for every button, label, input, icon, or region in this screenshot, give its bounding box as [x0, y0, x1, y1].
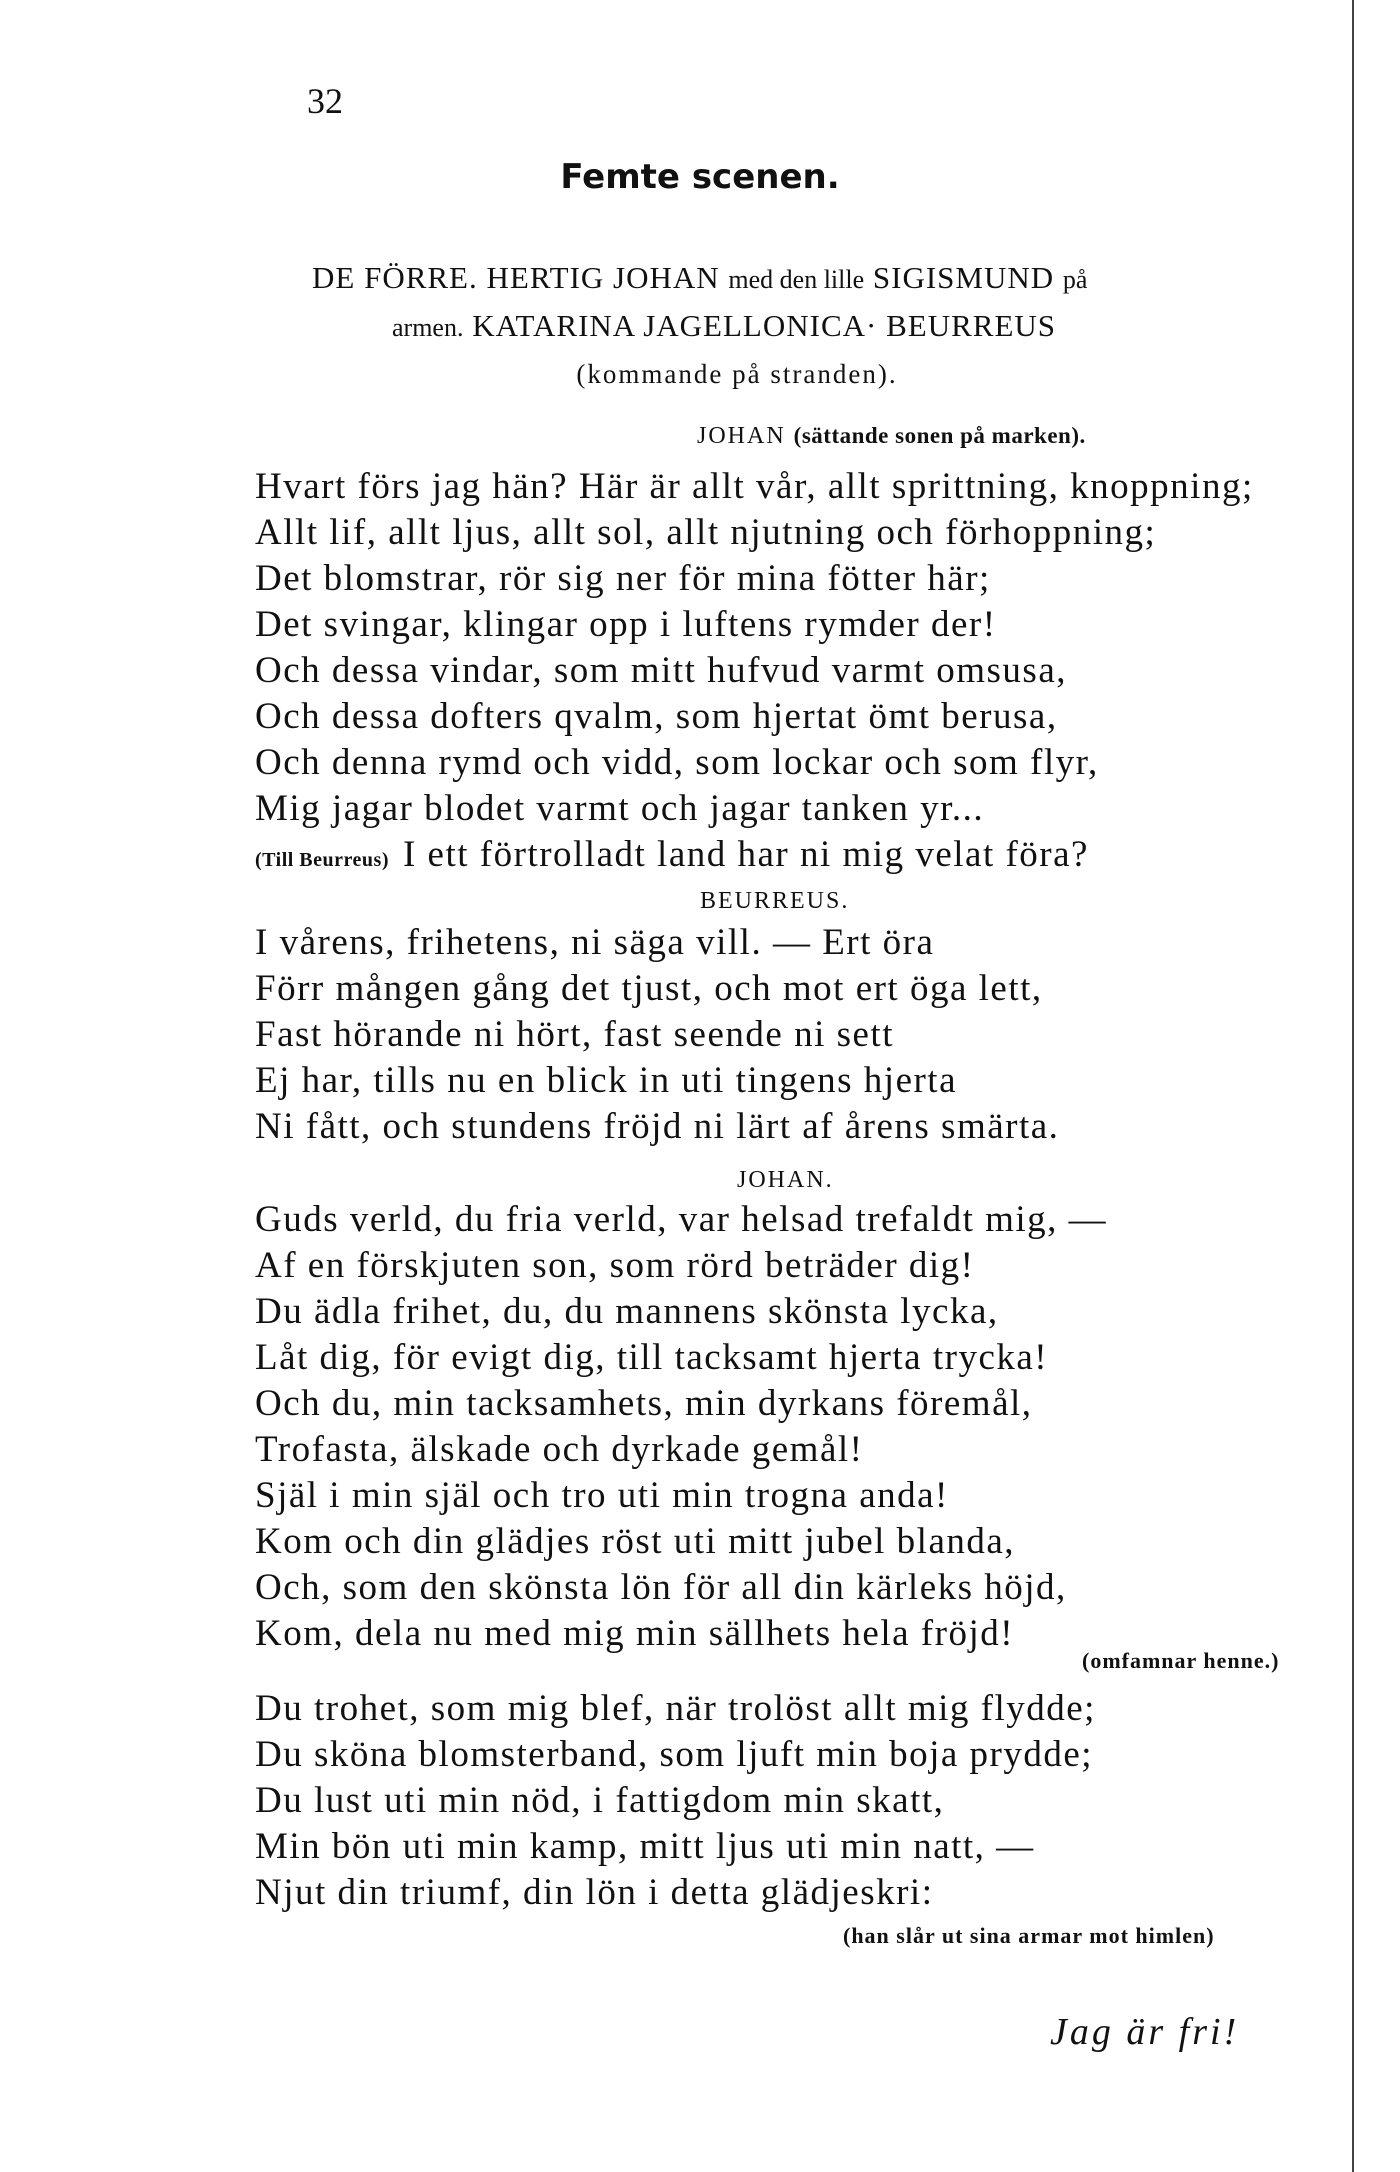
verse-line: Fast hörande ni hört, fast seende ni sett: [255, 1014, 894, 1055]
speaker-name: JOHAN.: [737, 1167, 834, 1193]
verse-line: Och, som den skönsta lön för all din kärleks höjd,: [255, 1567, 1067, 1608]
verse-line: Allt lif, allt ljus, allt sol, allt njutning och förhoppning;: [255, 512, 1157, 553]
verse-line: Själ i min själ och tro uti min trogna anda!: [255, 1475, 949, 1516]
verse-line: Af en förskjuten son, som rörd beträder dig!: [255, 1245, 975, 1286]
cast-line-2-names: KATARINA JAGELLONICA· BEURREUS: [472, 308, 1057, 343]
stage-aside: (Till Beurreus): [255, 849, 389, 871]
verse-block-2: [255, 920, 1345, 1150]
cast-line-1-name: SIGISMUND: [872, 260, 1055, 295]
speaker-johan-2: [737, 1167, 834, 1194]
verse-line: Det blomstrar, rör sig ner för mina fötter här;: [255, 558, 991, 599]
verse-line: Det svingar, klingar opp i luftens rymder der!: [255, 604, 997, 645]
cast-line-1-tail: på: [1062, 265, 1088, 294]
verse-line: Och du, min tacksamhets, min dyrkans föremål,: [255, 1383, 1033, 1424]
verse-block-3: [255, 1197, 1345, 1657]
speaker-beurreus: [700, 888, 849, 915]
page-edge-line: [1352, 0, 1354, 2172]
verse-line: Du lust uti min nöd, i fattigdom min skatt,: [255, 1780, 945, 1821]
verse-line: Du ädla frihet, du, du mannens skönsta lycka,: [255, 1291, 999, 1332]
verse-line: Och dessa vindar, som mitt hufvud varmt omsusa,: [255, 650, 1067, 691]
speaker-note: (sättande sonen på marken).: [793, 423, 1086, 448]
stage-direction-embrace: (omfamnar henne.): [1082, 1648, 1280, 1673]
verse-line: Och denna rymd och vidd, som lockar och som flyr,: [255, 742, 1099, 783]
verse-line: Du sköna blomsterband, som ljuft min boja prydde;: [255, 1734, 1094, 1775]
final-line: Jag är fri!: [1050, 2011, 1240, 2053]
verse-line: Mig jagar blodet varmt och jagar tanken yr...: [255, 788, 985, 829]
cast-line-1-small: med den lille: [728, 265, 865, 294]
verse-block-4: [255, 1686, 1345, 1916]
verse-line: Ni fått, och stundens fröjd ni lärt af årens smärta.: [255, 1106, 1060, 1147]
verse-line: I vårens, frihetens, ni säga vill. — Ert öra: [255, 922, 935, 963]
verse-line: Du trohet, som mig blef, när trolöst allt mig flydde;: [255, 1688, 1096, 1729]
verse-line: Guds verld, du fria verld, var helsad trefaldt mig, —: [255, 1199, 1108, 1240]
verse-line: Kom, dela nu med mig min sällhets hela fröjd!: [255, 1613, 1015, 1654]
cast-line-3: (kommande på stranden).: [576, 359, 898, 389]
cast-list: [312, 255, 1312, 397]
cast-line-2-lead: armen.: [392, 313, 464, 342]
verse-line: Ej har, tills nu en blick in uti tingens hjerta: [255, 1060, 958, 1101]
aside-line: I ett förtrolladt land har ni mig velat föra?: [402, 834, 1089, 875]
verse-line: Kom och din glädjes röst uti mitt jubel blanda,: [255, 1521, 1016, 1562]
scene-title: Femte scenen.: [560, 157, 840, 197]
verse-line-with-aside: [255, 832, 1345, 878]
verse-line: Trofasta, älskade och dyrkade gemål!: [255, 1429, 864, 1470]
cast-line-1-lead: DE FÖRRE. HERTIG JOHAN: [312, 260, 720, 295]
verse-line: Förr mången gång det tjust, och mot ert öga lett,: [255, 968, 1043, 1009]
verse-line: Låt dig, för evigt dig, till tacksamt hjerta trycka!: [255, 1337, 1049, 1378]
verse-line: Hvart förs jag hän? Här är allt vår, allt sprittning, knoppning;: [255, 466, 1254, 507]
page-number: 32: [307, 81, 343, 121]
speaker-name: JOHAN: [697, 423, 786, 449]
speaker-name: BEURREUS.: [700, 888, 850, 914]
verse-line: Min bön uti min kamp, mitt ljus uti min natt, —: [255, 1826, 1035, 1867]
verse-block-1: [255, 464, 1345, 878]
verse-line: Njut din triumf, din lön i detta glädjeskri:: [255, 1872, 934, 1913]
cast-line-1: [312, 255, 1312, 303]
speaker-johan-1: [697, 423, 1086, 450]
stage-direction-arms: (han slår ut sina armar mot himlen): [843, 1923, 1215, 1948]
cast-line-2: [312, 303, 1312, 351]
verse-line: Och dessa dofters qvalm, som hjertat ömt berusa,: [255, 696, 1058, 737]
